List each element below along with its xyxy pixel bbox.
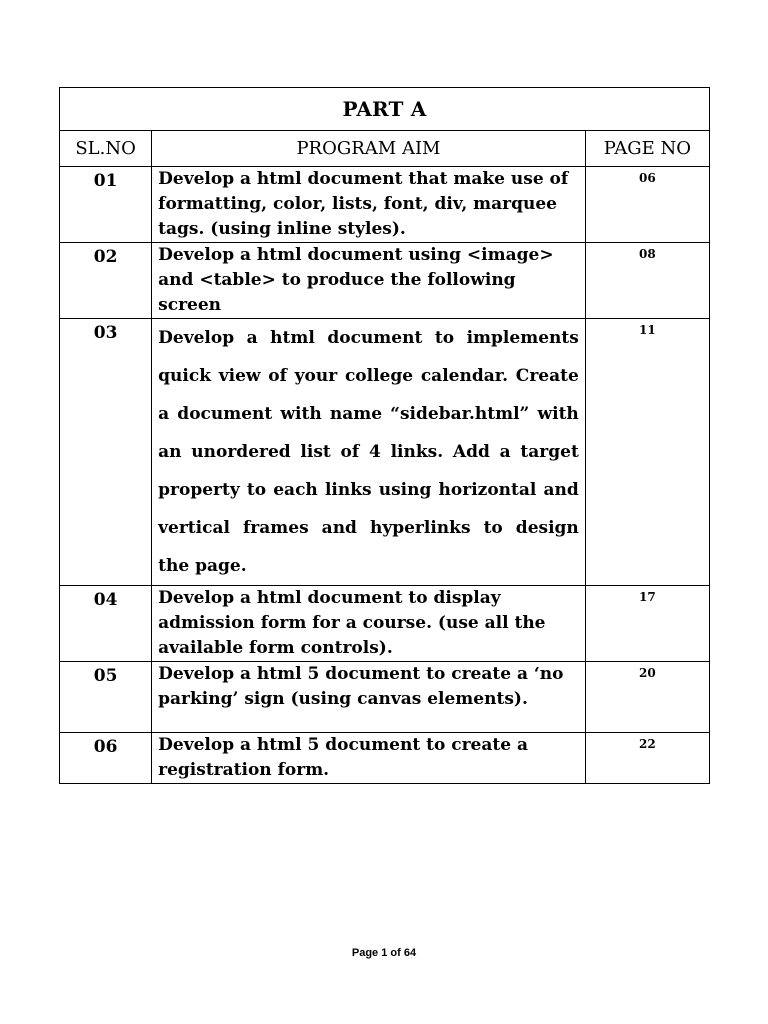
row-page-no: 06 (585, 167, 709, 243)
table-row (60, 167, 710, 243)
row-sl-no: 02 (60, 243, 152, 319)
table-row (60, 586, 710, 662)
footer-of-label: of (390, 947, 401, 959)
footer-current-page: 1 (381, 947, 388, 959)
program-index-table (59, 87, 710, 784)
footer-total-pages: 64 (403, 947, 417, 959)
row-sl-no: 05 (60, 662, 152, 733)
row-page-no: 11 (585, 319, 709, 586)
row-program-aim: Develop a html document using <image> and <table> to produce the following screen (152, 243, 586, 319)
column-header-sl-no: SL.NO (60, 131, 152, 167)
row-sl-no: 03 (60, 319, 152, 586)
table-title-row (60, 88, 710, 131)
page-footer (0, 947, 768, 959)
row-page-no: 08 (585, 243, 709, 319)
row-page-no: 17 (585, 586, 709, 662)
row-program-aim: Develop a html 5 document to create a ‘no parking’ sign (using canvas elements). (152, 662, 586, 733)
row-program-aim: Develop a html document to implements quick view of your college calendar. Create a document with name “sidebar.html” with an unordered list of 4 links. Add a target property to each links using horizontal and vertical frames and hyperlinks to design the page. (152, 319, 586, 586)
table-row (60, 319, 710, 586)
column-header-page-no: PAGE NO (585, 131, 709, 167)
row-program-aim: Develop a html document to display admission form for a course. (use all the available form controls). (152, 586, 586, 662)
table-header-row (60, 131, 710, 167)
footer-page-label: Page (351, 947, 379, 959)
row-page-no: 20 (585, 662, 709, 733)
table-title: PART A (60, 88, 710, 131)
column-header-program-aim: PROGRAM AIM (152, 131, 586, 167)
row-sl-no: 06 (60, 733, 152, 784)
table-row (60, 733, 710, 784)
row-program-aim: Develop a html document that make use of formatting, color, lists, font, div, marquee tags. (using inline styles). (152, 167, 586, 243)
row-page-no: 22 (585, 733, 709, 784)
table-row (60, 662, 710, 733)
row-sl-no: 04 (60, 586, 152, 662)
row-sl-no: 01 (60, 167, 152, 243)
table-row (60, 243, 710, 319)
row-program-aim: Develop a html 5 document to create a registration form. (152, 733, 586, 784)
